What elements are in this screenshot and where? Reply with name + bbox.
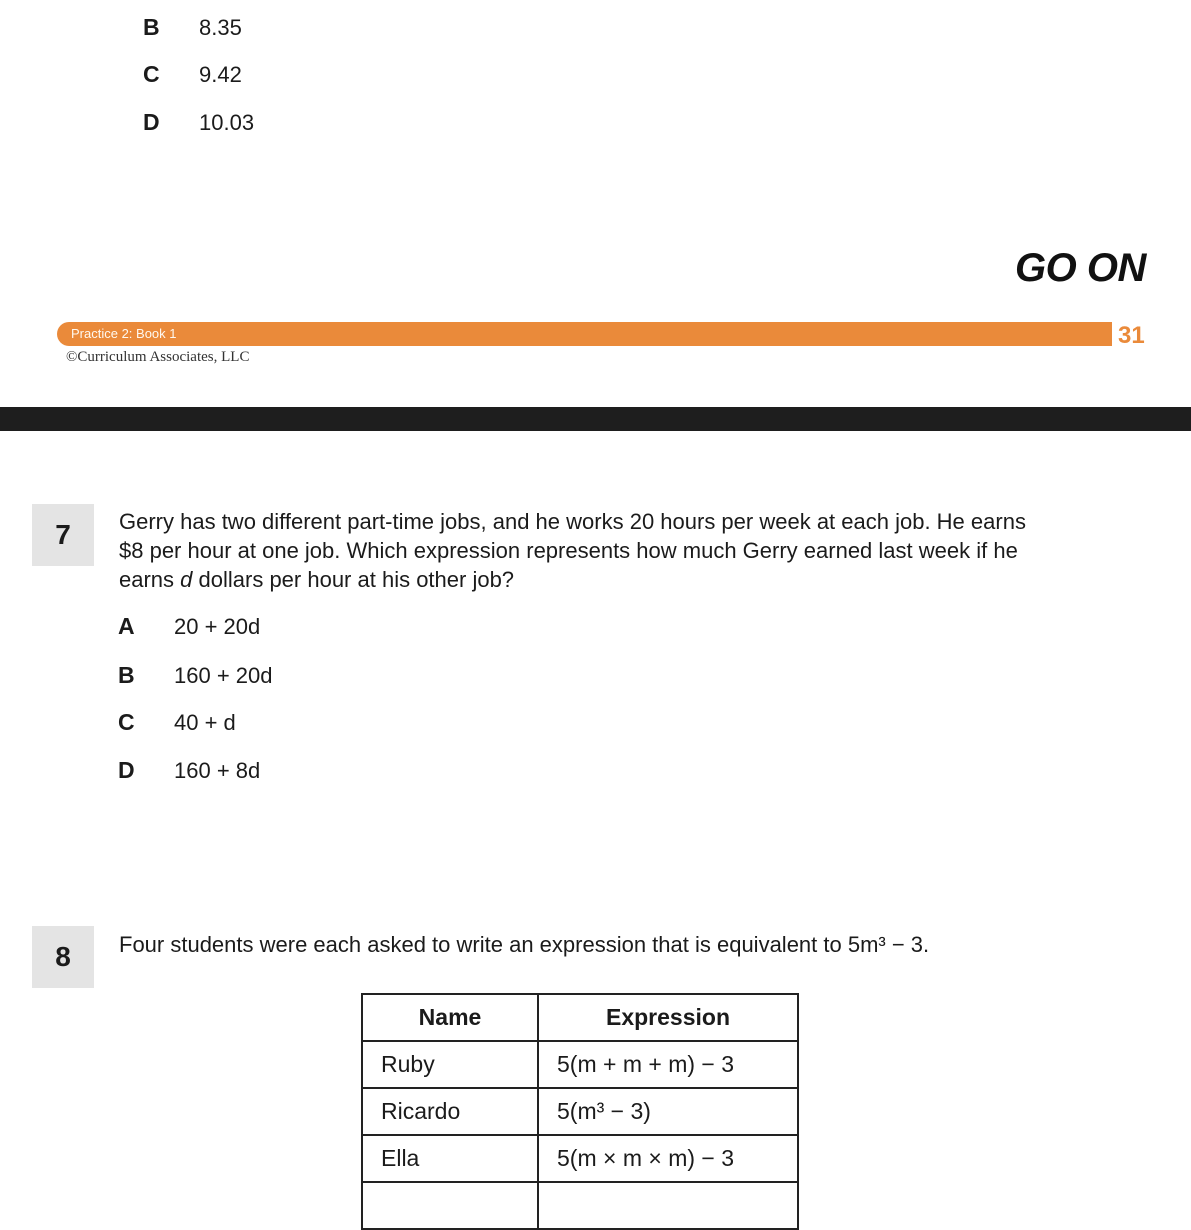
q7-choice-a: 20 + 20d	[174, 614, 261, 639]
choice-answer-c: 9.42	[199, 62, 242, 87]
page-divider	[0, 407, 1191, 431]
row-name: Ella	[362, 1135, 538, 1182]
row-name: Ruby	[362, 1041, 538, 1088]
q7-choice-b: 160 + 20d	[174, 663, 273, 688]
q7-choice-letter-c: C	[118, 709, 135, 735]
row-name: Ricardo	[362, 1088, 538, 1135]
choice-letter-c: C	[143, 61, 160, 87]
row-expression: 5(m + m + m) − 3	[538, 1041, 798, 1088]
choice-answer-b: 8.35	[199, 15, 242, 40]
table-row	[362, 1135, 798, 1182]
q7-choice-letter-a: A	[118, 613, 135, 639]
q7-choice-letter-b: B	[118, 662, 135, 688]
header-name: Name	[362, 994, 538, 1041]
row-expression: 5(m × m × m) − 3	[538, 1135, 798, 1182]
q7-choice-c: 40 + d	[174, 710, 236, 735]
table-row	[362, 1182, 798, 1229]
question-number-8: 8	[32, 926, 94, 988]
copyright: ©Curriculum Associates, LLC	[66, 349, 250, 365]
question-8-text: Four students were each asked to write an expression that is equivalent to 5m³ − 3.	[119, 932, 930, 957]
table-row	[362, 1041, 798, 1088]
q7-choice-letter-d: D	[118, 757, 135, 783]
go-on-label: GO ON	[1015, 246, 1146, 290]
book-label: Practice 2: Book 1	[71, 326, 177, 341]
page-number: 31	[1118, 322, 1145, 349]
row-expression: 5(m³ − 3)	[538, 1088, 798, 1135]
question-7-line-3: earns d dollars per hour at his other job?	[119, 567, 515, 592]
choice-letter-d: D	[143, 109, 160, 135]
row-expression	[538, 1182, 798, 1229]
question-7-text	[119, 507, 1129, 594]
expression-table	[361, 993, 799, 1230]
table-header-row	[362, 994, 798, 1041]
header-expression: Expression	[538, 994, 798, 1041]
row-name	[362, 1182, 538, 1229]
table-row	[362, 1088, 798, 1135]
choice-letter-b: B	[143, 14, 160, 40]
question-7-line-1: Gerry has two different part-time jobs, and he works 20 hours per week at each job. He earns	[119, 509, 1026, 534]
q7-choice-d: 160 + 8d	[174, 758, 261, 783]
choice-answer-d: 10.03	[199, 110, 255, 135]
question-number-7: 7	[32, 504, 94, 566]
question-7-line-2: $8 per hour at one job. Which expression represents how much Gerry earned last week if he	[119, 538, 1018, 563]
footer-bar	[57, 322, 1112, 346]
